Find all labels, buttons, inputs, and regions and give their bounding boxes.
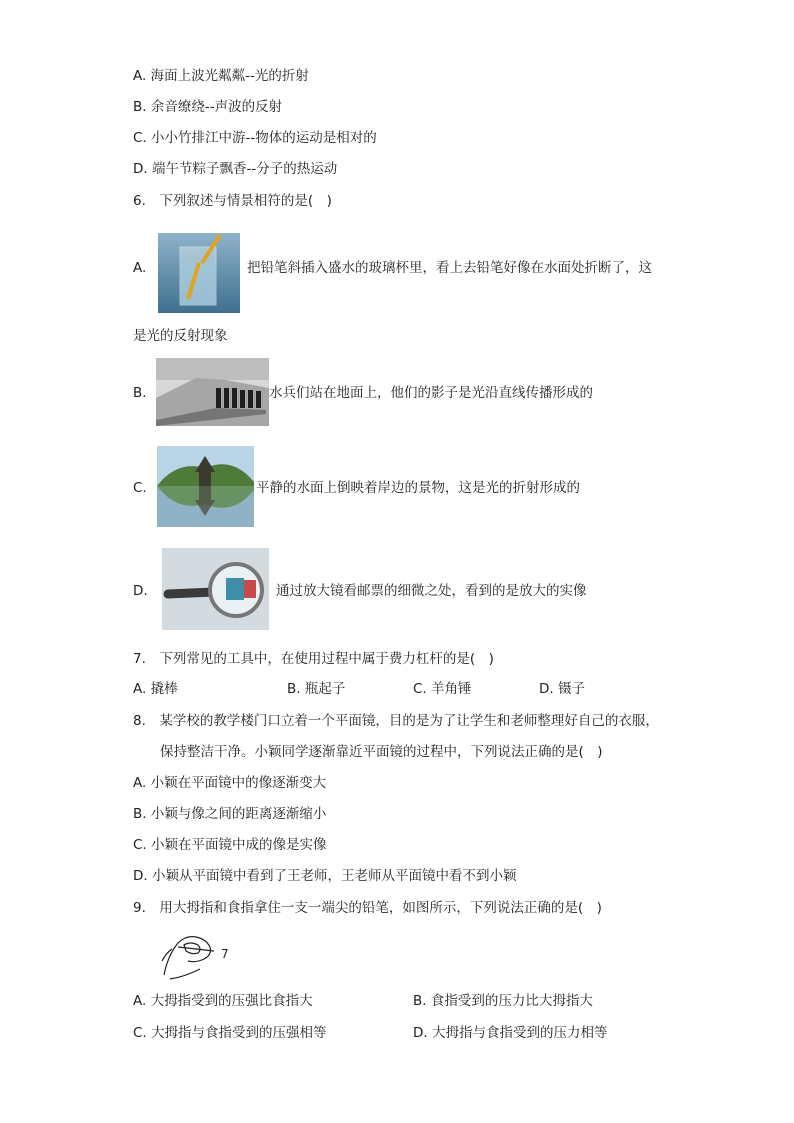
q7-option-d: D. 镊子 (539, 681, 585, 697)
q6-d-text: 通过放大镜看邮票的细微之处，看到的是放大的实像 (276, 583, 587, 599)
q7-option-a: A. 撬棒 (133, 681, 178, 697)
q9-option-b: B. 食指受到的压力比大拇指大 (413, 993, 593, 1009)
q9-option-d: D. 大拇指与食指受到的压力相等 (413, 1025, 608, 1041)
pavilion-reflection-image (157, 446, 254, 527)
q8-option-b: B. 小颖与像之间的距离逐渐缩小 (133, 806, 327, 822)
q5-option-d: D. 端午节粽子飘香--分子的热运动 (133, 161, 338, 177)
sailors-shadow-image (156, 358, 269, 426)
q6-a-text: 把铅笔斜插入盛水的玻璃杯里，看上去铅笔好像在水面处折断了，这 (247, 260, 652, 276)
q6-c-text: 平静的水面上倒映着岸边的景物，这是光的折射形成的 (256, 480, 580, 496)
q8-stem-line1: 8. 某学校的教学楼门口立着一个平面镜，目的是为了让学生和老师整理好自己的衣服， (133, 713, 659, 729)
q6-b-text: 水兵们站在地面上，他们的影子是光沿直线传播形成的 (269, 385, 593, 401)
pencil-in-glass-image (158, 233, 240, 313)
q6-stem: 6. 下列叙述与情景相符的是( ) (133, 193, 332, 209)
q6-b-label: B. (133, 385, 147, 401)
magnifier-stamp-image (162, 548, 269, 630)
q8-option-d: D. 小颖从平面镜中看到了王老师，王老师从平面镜中看不到小颖 (133, 868, 517, 884)
q6-a-label: A. (133, 260, 147, 276)
q9-stem: 9. 用大拇指和食指拿住一支一端尖的铅笔，如图所示，下列说法正确的是( ) (133, 900, 602, 916)
q7-option-b: B. 瓶起子 (287, 681, 346, 697)
q5-option-c: C. 小小竹排江中游--物体的运动是相对的 (133, 130, 377, 146)
q6-c-label: C. (133, 480, 147, 496)
q6-a-text-cont: 是光的反射现象 (133, 328, 228, 344)
q8-option-c: C. 小颖在平面镜中成的像是实像 (133, 837, 327, 853)
fingers-pencil-figure (160, 925, 222, 981)
q8-option-a: A. 小颖在平面镜中的像逐渐变大 (133, 775, 327, 791)
q5-option-a: A. 海面上波光粼粼--光的折射 (133, 68, 309, 84)
q9-option-a: A. 大拇指受到的压强比食指大 (133, 993, 313, 1009)
q7-stem: 7. 下列常见的工具中，在使用过程中属于费力杠杆的是( ) (133, 651, 494, 667)
q8-stem-line2: 保持整洁干净。小颖同学逐渐靠近平面镜的过程中，下列说法正确的是( ) (160, 744, 603, 760)
q7-option-c: C. 羊角锤 (413, 681, 472, 697)
q9-figure-label: 7 (221, 947, 229, 961)
q6-d-label: D. (133, 583, 148, 599)
q5-option-b: B. 余音缭绕--声波的反射 (133, 99, 283, 115)
q9-option-c: C. 大拇指与食指受到的压强相等 (133, 1025, 327, 1041)
